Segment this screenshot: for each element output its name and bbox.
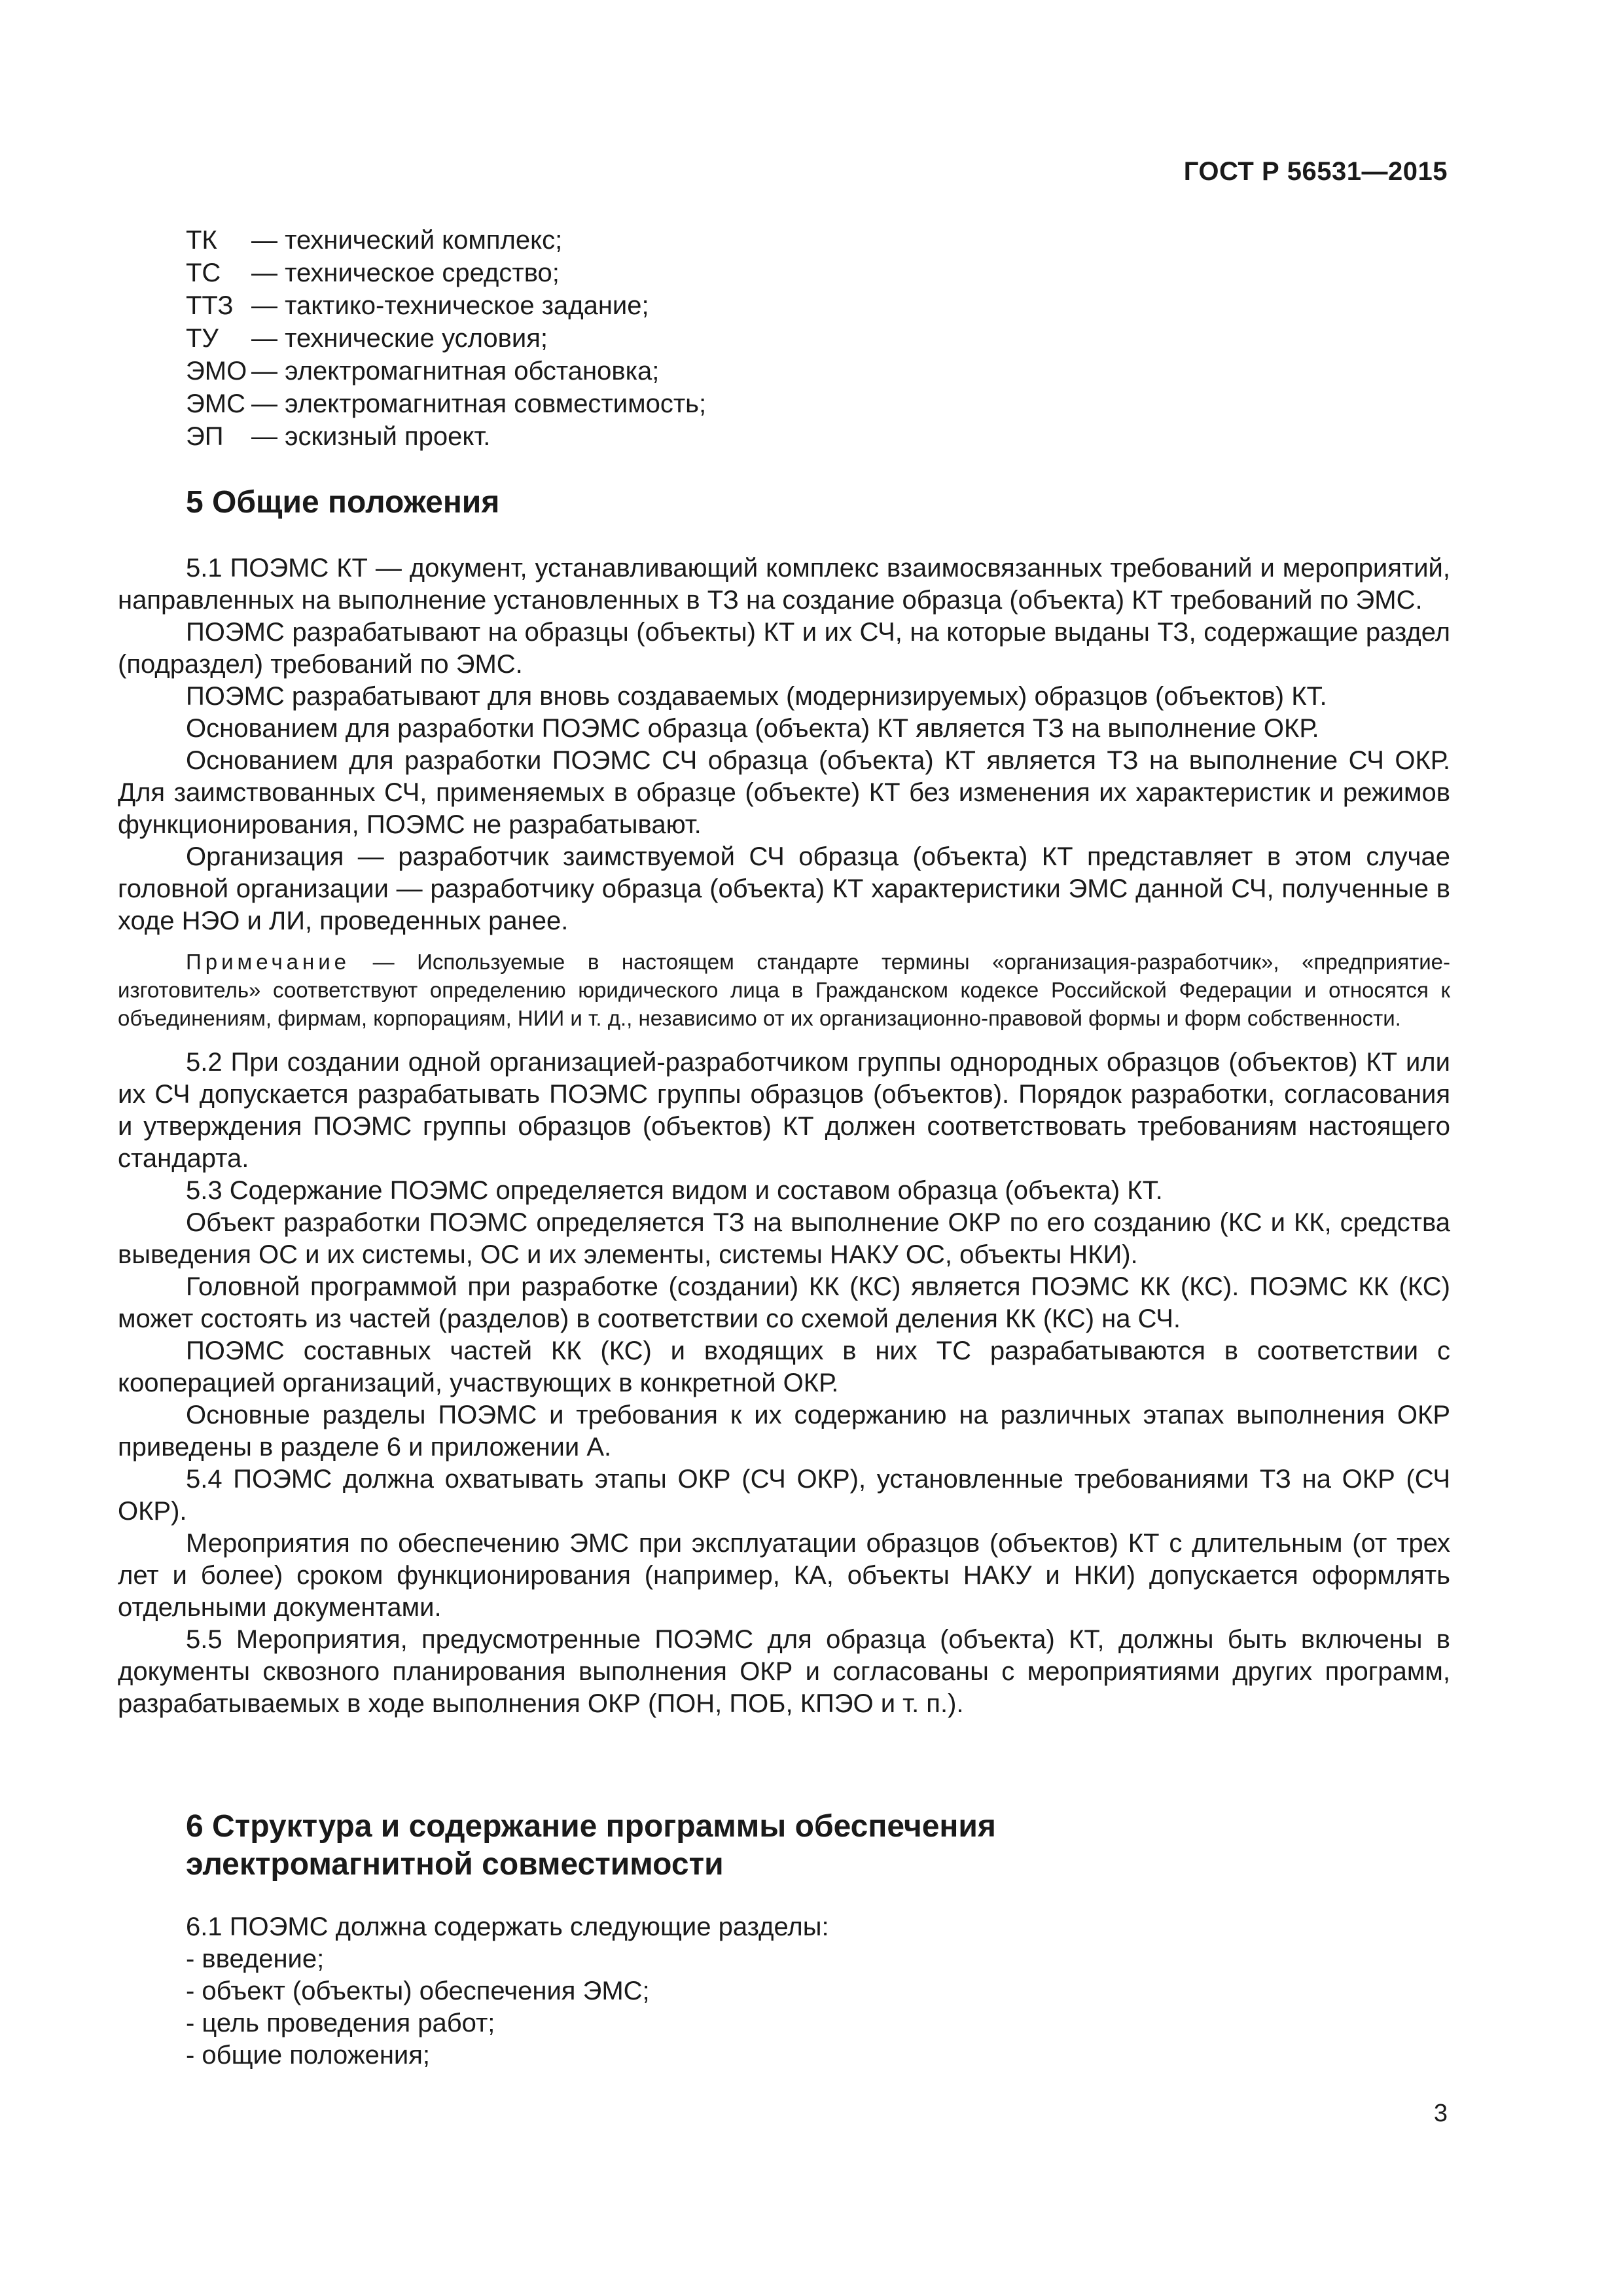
abbreviation-term: ТС [186,259,221,287]
abbreviation-term: ЭП [186,422,224,451]
abbreviation-definition: — эскизный проект. [251,422,491,451]
abbreviation-term: ЭМО [186,357,247,386]
paragraph-6-1: 6.1 ПОЭМС должна содержать следующие разделы: [186,1912,829,1941]
abbreviation-row [186,420,1429,453]
note-label: Примечание [186,950,351,974]
list-item: - цель проведения работ; [186,2009,495,2037]
abbreviation-term: ТК [186,226,217,255]
paragraph: Основанием для разработки ПОЭМС образца (объекта) КТ является ТЗ на выполнение ОКР. [186,714,1319,743]
standard-header: ГОСТ Р 56531—2015 [1183,157,1448,186]
abbreviation-row [186,257,1429,289]
abbreviation-term: ТТЗ [186,291,234,320]
note [118,948,1450,1032]
paragraph: ПОЭМС разрабатывают на образцы (объекты) КТ и их СЧ, на которые выданы ТЗ, содержащие раздел (подраздел) требований по ЭМС. [118,618,1450,679]
paragraph: Организация — разработчик заимствуемой СЧ образца (объекта) КТ представляет в этом случае головной организации — разработчику образца (объекта) КТ характеристики ЭМС данной СЧ, полученные в ходе НЭО и ЛИ, проведенных ранее. [118,842,1450,935]
page-number: 3 [1433,2100,1448,2127]
paragraph: Основные разделы ПОЭМС и требования к их содержанию на различных этапах выполнения ОКР приведены в разделе 6 и приложении А. [118,1401,1450,1462]
section-6-heading-line-2: электромагнитной совместимости [186,1847,724,1882]
paragraph-5-2: 5.2 При создании одной организацией-разработчиком группы однородных образцов (объектов) КТ или их СЧ допускается разрабатывать ПОЭМС группы образцов (объектов). Порядок разработки, согласования и утверждения ПОЭМС группы образцов (объектов) КТ должен соответствовать требованиям настоящего стандарта. [118,1048,1450,1173]
abbreviation-row [186,322,1429,355]
abbreviation-term: ЭМС [186,389,245,418]
abbreviation-definition: — техническое средство; [251,259,560,287]
abbreviation-definition: — электромагнитная обстановка; [251,357,660,386]
section-6-list [186,1911,1429,2072]
abbreviation-definition: — технические условия; [251,324,548,353]
abbreviation-row [186,224,1429,257]
abbreviation-list [186,224,1429,453]
paragraph: Головной программой при разработке (создании) КК (КС) является ПОЭМС КК (КС). ПОЭМС КК (КС) может состоять из частей (разделов) в соответствии со схемой деления КК (КС) на СЧ. [118,1272,1450,1333]
section-6-heading-line-1: 6 Структура и содержание программы обеспечения [186,1809,996,1844]
section-5-heading: 5 Общие положения [186,485,500,520]
list-item: - общие положения; [186,2041,431,2070]
paragraph: Объект разработки ПОЭМС определяется ТЗ на выполнение ОКР по его созданию (КС и КК, средства выведения ОС и их системы, ОС и их элементы, системы НАКУ ОС, объекты НКИ). [118,1208,1450,1269]
paragraph-5-1: 5.1 ПОЭМС КТ — документ, устанавливающий комплекс взаимосвязанных требований и мероприятий, направленных на выполнение установленных в ТЗ на создание образца (объекта) КТ требований по ЭМС. [118,554,1450,615]
paragraph: ПОЭМС составных частей КК (КС) и входящих в них ТС разрабатываются в соответствии с кооперацией организаций, участвующих в конкретной ОКР. [118,1336,1450,1397]
list-item: - объект (объекты) обеспечения ЭМС; [186,1977,650,2005]
note-text: — Используемые в настоящем стандарте термины «организация-разработчик», «предприятие-изготовитель» соответствуют определению юридического лица в Гражданском кодексе Российской Федерации и относятся к объединениям, фирмам, корпорациям, НИИ и т. д., независимо от их организационно-правовой формы и форм собственности. [118,950,1450,1030]
paragraph: Мероприятия по обеспечению ЭМС при эксплуатации образцов (объектов) КТ с длительным (от трех лет и более) сроком функционирования (например, КА, объекты НАКУ и НКИ) допускается оформлять отдельными документами. [118,1529,1450,1622]
abbreviation-row [186,289,1429,322]
abbreviation-definition: — технический комплекс; [251,226,563,255]
paragraph-5-4: 5.4 ПОЭМС должна охватывать этапы ОКР (СЧ ОКР), установленные требованиями ТЗ на ОКР (СЧ ОКР). [118,1465,1450,1526]
section-5-body [118,552,1450,1720]
section-6-heading [186,1808,996,1884]
paragraph: ПОЭМС разрабатывают для вновь создаваемых (модернизируемых) образцов (объектов) КТ. [186,682,1327,711]
abbreviation-row [186,387,1429,420]
list-item: - введение; [186,1945,325,1973]
paragraph-5-3: 5.3 Содержание ПОЭМС определяется видом и составом образца (объекта) КТ. [186,1176,1163,1205]
paragraph: Основанием для разработки ПОЭМС СЧ образца (объекта) КТ является ТЗ на выполнение СЧ ОКР. Для заимствованных СЧ, применяемых в образце (объекте) КТ без изменения их характеристик и режимов функционирования, ПОЭМС не разрабатывают. [118,746,1450,839]
abbreviation-definition: — электромагнитная совместимость; [251,389,707,418]
paragraph-5-5: 5.5 Мероприятия, предусмотренные ПОЭМС для образца (объекта) КТ, должны быть включены в документы сквозного планирования выполнения ОКР и согласованы с мероприятиями других программ, разрабатываемых в ходе выполнения ОКР (ПОН, ПОБ, КПЭО и т. п.). [118,1625,1450,1718]
abbreviation-row [186,355,1429,387]
abbreviation-definition: — тактико-техническое задание; [251,291,649,320]
abbreviation-term: ТУ [186,324,219,353]
